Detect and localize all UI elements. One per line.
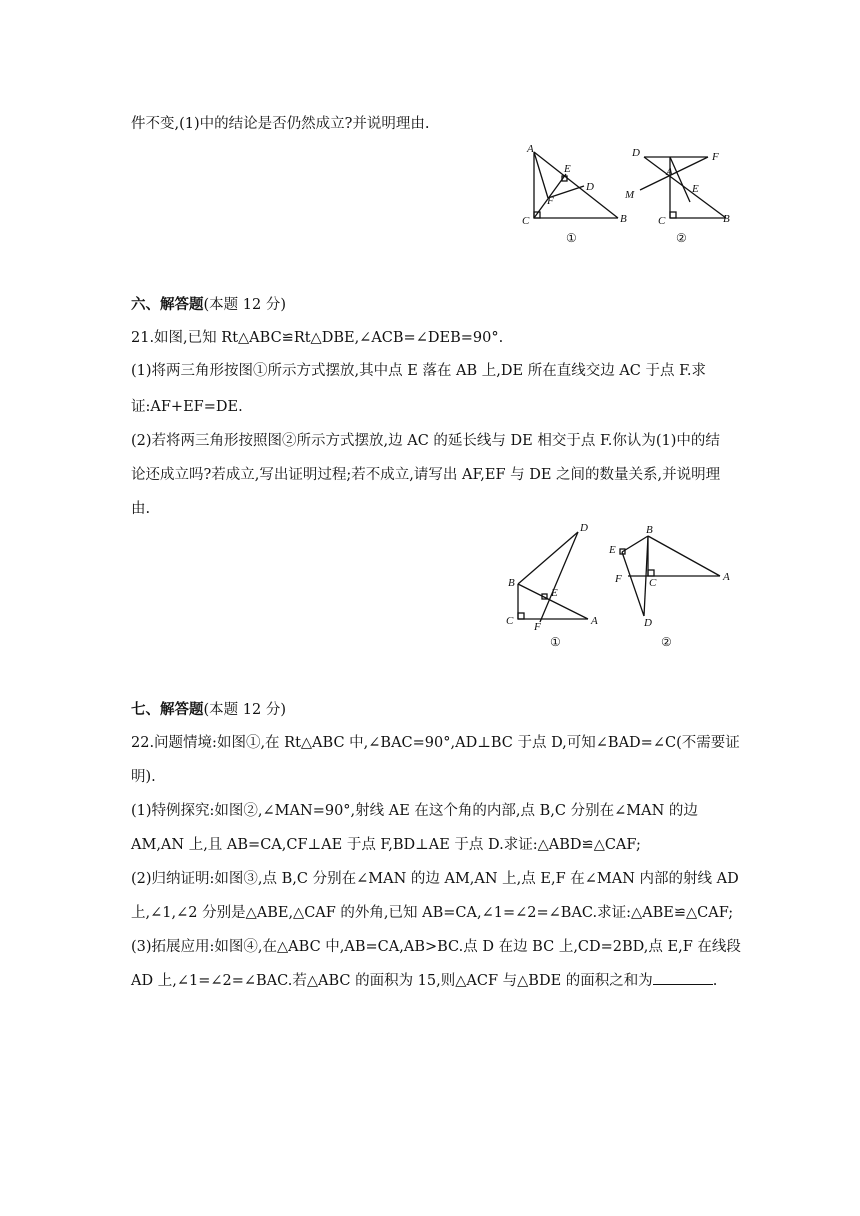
q22-part3-line2: [131, 969, 717, 990]
top-fig2-label-C: C: [658, 215, 666, 227]
q22-part1-line1: (1)特例探究:如图②,∠MAN=90°,射线 AE 在这个角的内部,点 B,C 分别在∠MAN 的边: [131, 803, 698, 819]
top-fig2-label-F: F: [712, 151, 719, 163]
q21-fig2-label-D: D: [644, 617, 652, 629]
q21-fig2-label-A: A: [723, 571, 730, 583]
q21-fig1-label-D: D: [580, 522, 588, 534]
intro-line: 件不变,(1)中的结论是否仍然成立?并说明理由.: [131, 116, 430, 132]
top-fig2-label-M: M: [625, 189, 635, 201]
q22-stem-line1: 22.问题情境:如图①,在 Rt△ABC 中,∠BAC=90°,AD⊥BC 于点 D,可知∠BAD=∠C(不需要证: [131, 735, 740, 751]
q21-fig1-caption: ①: [550, 635, 561, 649]
q21-fig2-label-F: F: [615, 573, 622, 585]
q21-part2-line1: (2)若将两三角形按照图②所示方式摆放,边 AC 的延长线与 DE 相交于点 F.你认为(1)中的结: [131, 433, 720, 449]
q22-part2-line1: (2)归纳证明:如图③,点 B,C 分别在∠MAN 的边 AM,AN 上,点 E,F 在∠MAN 内部的射线 AD: [131, 871, 739, 887]
top-fig2-label-B: B: [723, 213, 730, 225]
top-figure-1: [534, 152, 618, 218]
q21-fig1-label-A: A: [591, 615, 598, 627]
top-fig1-label-F: F: [547, 195, 554, 207]
q22-part3-end: .: [712, 973, 718, 989]
top-fig2-label-E: E: [692, 183, 699, 195]
q21-part2-line3: 由.: [131, 501, 151, 517]
answer-blank[interactable]: [653, 970, 713, 985]
q21-fig1-label-E: E: [551, 587, 558, 599]
q21-part1-line2: 证:AF+EF=DE.: [131, 399, 243, 415]
top-fig2-label-D: D: [632, 147, 640, 159]
q21-fig2-label-B: B: [646, 524, 653, 536]
section7-score: (本题 12 分): [203, 702, 286, 718]
q21-fig1-label-B: B: [508, 577, 515, 589]
top-fig1-label-E: E: [564, 163, 571, 175]
q22-part1-line2: AM,AN 上,且 AB=CA,CF⊥AE 于点 F,BD⊥AE 于点 D.求证:△ABD≌△CAF;: [131, 837, 641, 853]
top-fig1-label-A: A: [527, 143, 534, 155]
q21-fig1-label-C: C: [506, 615, 514, 627]
top-figure-2: [640, 157, 726, 218]
top-fig2-label-A: A: [666, 166, 673, 178]
section7-heading: [131, 698, 286, 719]
q21-part2-line2: 论还成立吗?若成立,写出证明过程;若不成立,请写出 AF,EF 与 DE 之间的数量关系,并说明理: [131, 467, 721, 483]
section7-title: 七、解答题: [131, 701, 204, 718]
q21-part1-line1: (1)将两三角形按图①所示方式摆放,其中点 E 落在 AB 上,DE 所在直线交边 AC 于点 F.求: [131, 363, 707, 379]
q21-fig1-label-F: F: [534, 621, 541, 633]
top-fig1-caption: ①: [566, 231, 577, 245]
q21-stem: 21.如图,已知 Rt△ABC≌Rt△DBE,∠ACB=∠DEB=90°.: [131, 330, 504, 346]
q22-part3-line1: (3)拓展应用:如图④,在△ABC 中,AB=CA,AB>BC.点 D 在边 BC 上,CD=2BD,点 E,F 在线段: [131, 939, 741, 955]
q22-part3-text: AD 上,∠1=∠2=∠BAC.若△ABC 的面积为 15,则△ACF 与△BDE 的面积之和为: [131, 973, 653, 989]
top-figures: [510, 140, 750, 250]
q22-stem-line2: 明).: [131, 769, 156, 785]
q21-fig2-caption: ②: [661, 635, 672, 649]
q21-figure-1: [518, 532, 588, 622]
top-fig1-label-C: C: [522, 215, 530, 227]
q22-part2-line2: 上,∠1,∠2 分别是△ABE,△CAF 的外角,已知 AB=CA,∠1=∠2=∠BAC.求证:△ABE≌△CAF;: [131, 905, 734, 921]
q21-fig2-label-C: C: [649, 577, 657, 589]
q21-figure-2: [620, 536, 720, 616]
q21-figures: [498, 522, 748, 654]
section6-heading: [131, 293, 286, 314]
section6-score: (本题 12 分): [203, 297, 286, 313]
q21-fig2-label-E: E: [609, 544, 616, 556]
top-fig2-caption: ②: [676, 231, 687, 245]
section6-title: 六、解答题: [131, 296, 204, 313]
top-fig1-label-D: D: [586, 181, 594, 193]
top-fig1-label-B: B: [620, 213, 627, 225]
